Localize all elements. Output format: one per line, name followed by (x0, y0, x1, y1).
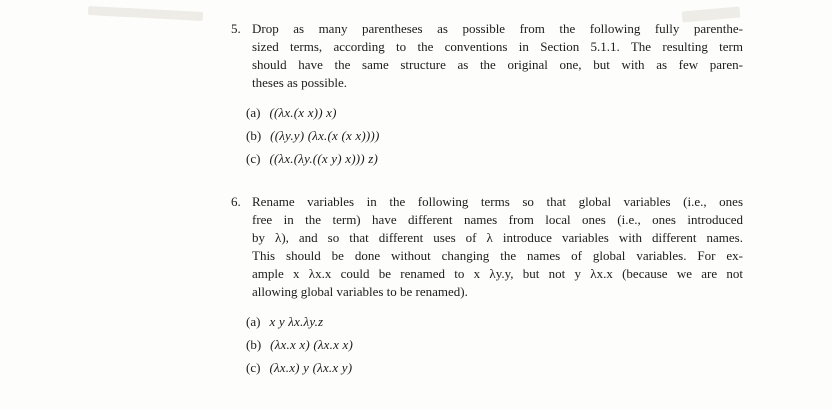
item-term: (λx.x x) (λx.x x) (270, 337, 354, 352)
problem-body (246, 20, 743, 174)
exercise-item (246, 337, 743, 360)
problem-number: 6. (231, 194, 241, 209)
exercise-item (246, 151, 743, 174)
problem-5 (231, 20, 743, 174)
text-line: by λ), and so that different uses of λ introduce variables with different names. (252, 230, 743, 245)
text-line: should have the same structure as the original one, but with as few paren- (252, 57, 743, 72)
text-line: sized terms, according to the conventions in Section 5.1.1. The resulting term (252, 39, 743, 54)
item-label: (b) (246, 337, 262, 352)
item-term: x y λx.λy.z (269, 314, 324, 329)
text-line: ample x λx.x could be renamed to x λy.y, but not y λx.x (because we are not (252, 266, 743, 281)
exercise-item (246, 360, 743, 383)
item-label: (b) (246, 128, 262, 143)
text-line: free in the term) have different names from local ones (i.e., ones introduced (252, 212, 743, 227)
problem-body (246, 193, 743, 383)
item-label: (a) (246, 105, 261, 120)
problem-number: 5. (231, 21, 241, 36)
problem-5-items (246, 105, 743, 174)
item-label: (c) (246, 151, 261, 166)
text-line: This should be done without changing the names of global variables. For ex- (252, 248, 743, 263)
item-term: ((λx.(λy.((x y) x))) z) (269, 151, 379, 166)
problem-6 (231, 193, 743, 383)
item-label: (a) (246, 314, 261, 329)
text-line: allowing global variables to be renamed). (252, 284, 468, 299)
text-line: theses as possible. (252, 75, 347, 90)
item-term: ((λx.(x x)) x) (269, 105, 337, 120)
exercise-item (246, 128, 743, 151)
problem-6-items (246, 314, 743, 383)
item-term: (λx.x) y (λx.x y) (269, 360, 353, 375)
item-label: (c) (246, 360, 261, 375)
exercise-content (231, 20, 743, 383)
text-line: Drop as many parentheses as possible from the following fully parenthe- (252, 21, 743, 36)
page-edge-artifact-left (88, 6, 203, 21)
text-line: Rename variables in the following terms so that global variables (i.e., ones (252, 194, 743, 209)
exercise-item (246, 105, 743, 128)
item-term: ((λy.y) (λx.(x (x x)))) (270, 128, 380, 143)
exercise-item (246, 314, 743, 337)
